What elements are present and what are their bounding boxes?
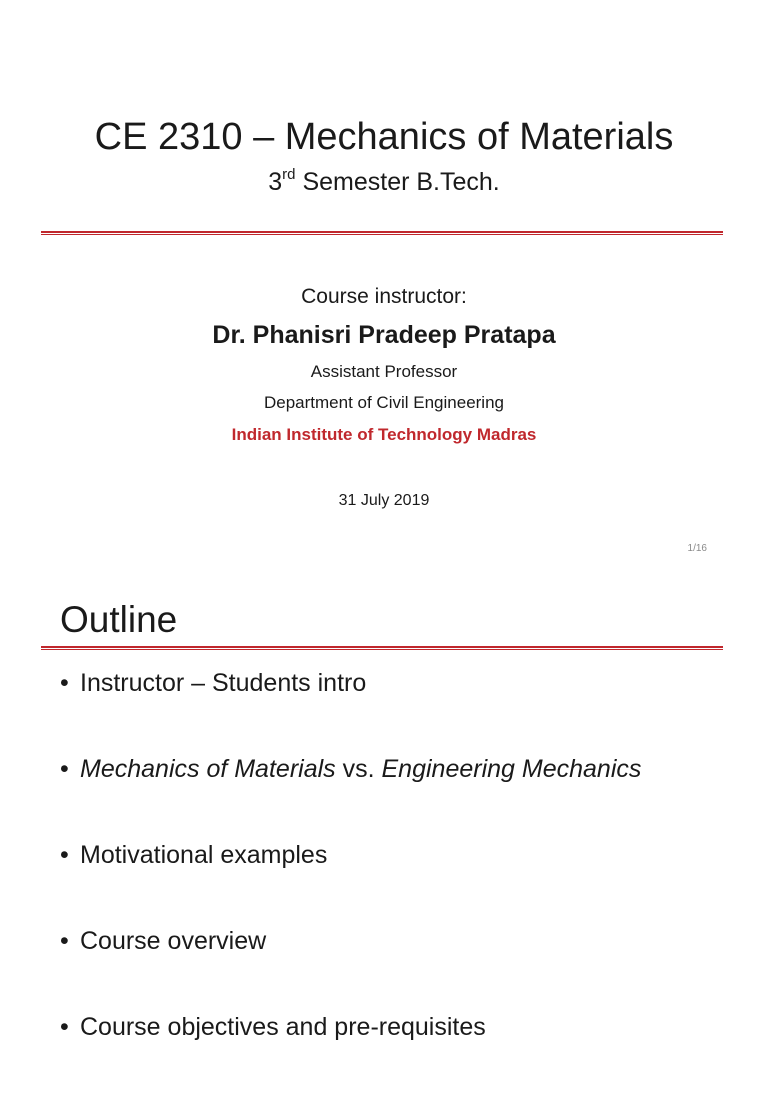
- title-divider: [41, 231, 723, 235]
- outline-divider: [41, 646, 723, 650]
- semester-number: 3: [268, 168, 283, 196]
- bullet-icon: •: [60, 755, 69, 783]
- outline-item-italic-term: Engineering Mechanics: [381, 755, 642, 783]
- lecture-date: 31 July 2019: [338, 492, 430, 509]
- outline-heading: Outline: [60, 599, 178, 640]
- outline-item: [60, 1010, 740, 1096]
- bullet-icon: •: [60, 927, 69, 955]
- bullet-icon: •: [60, 669, 69, 697]
- outline-item: [60, 924, 740, 1010]
- outline-item: [60, 752, 740, 838]
- outline-item-text: Course objectives and pre-requisites: [80, 1013, 486, 1041]
- course-title: CE 2310 – Mechanics of Materials: [94, 116, 674, 158]
- course-subtitle: [0, 164, 768, 200]
- outline-item: [60, 666, 740, 752]
- instructor-name: Dr. Phanisri Pradeep Pratapa: [212, 321, 556, 349]
- semester-ordinal-suffix: rd: [282, 166, 296, 183]
- outline-item: [60, 838, 740, 924]
- outline-list: [60, 666, 740, 1096]
- semester-text: Semester B.Tech.: [295, 168, 500, 196]
- outline-item-text: Instructor – Students intro: [80, 669, 367, 697]
- bullet-icon: •: [60, 841, 69, 869]
- instructor-department: Department of Civil Engineering: [263, 393, 504, 412]
- outline-slide: [0, 576, 768, 1041]
- instructor-label: Course instructor:: [301, 285, 467, 308]
- outline-item-text: Motivational examples: [80, 841, 328, 869]
- page-number: 1/16: [687, 543, 707, 554]
- outline-item-italic-term: Mechanics of Materials: [80, 755, 336, 783]
- instructor-position: Assistant Professor: [310, 362, 458, 381]
- bullet-icon: •: [60, 1013, 69, 1041]
- outline-item-text: Course overview: [80, 927, 267, 955]
- instructor-institute: Indian Institute of Technology Madras: [231, 425, 537, 444]
- outline-item-connector: vs.: [335, 755, 382, 783]
